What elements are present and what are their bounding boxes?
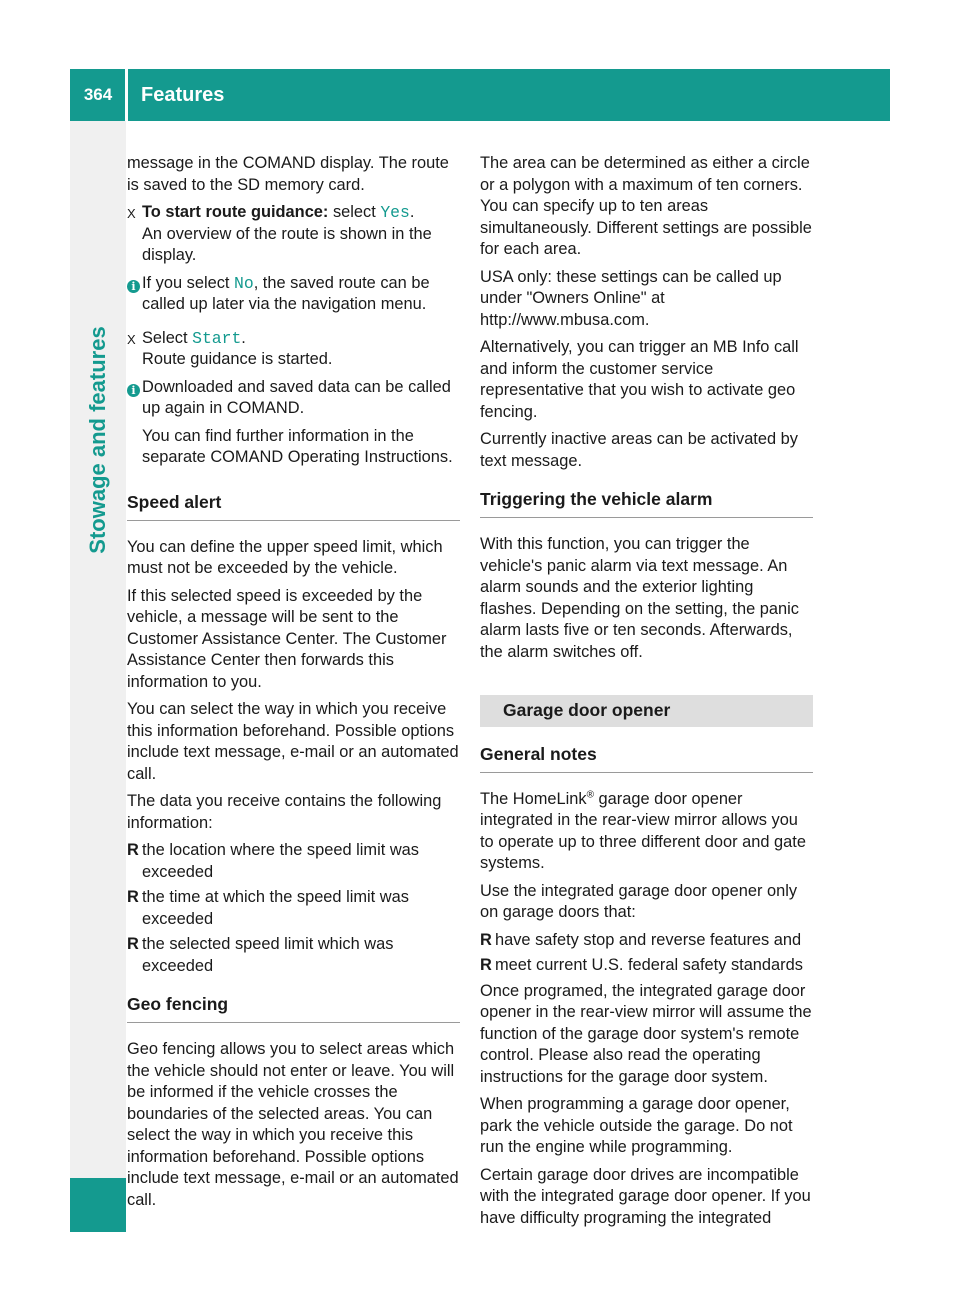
ui-no: No [234, 273, 254, 293]
chapter-title: Features [141, 83, 225, 106]
info-note: i Downloaded and saved data can be called up again in COMAND. You can find further information in the separate COMAND Operating Instructions. [127, 377, 460, 475]
left-column: message in the COMAND display. The route is saved to the SD memory card. X To start route guidance: select Yes. An overview of the route is shown in the display. i If you select No, the saved route can be called up later via the navigation menu. X Select Start. Route guidance is started. i Downloaded and saved data can be called up again in COMAND. You can find further information in the separate COMAND Operating Instructions. Speed alert You can define the upper speed limit, which must not be exceeded by the vehicle. If this selected speed is exceeded by the vehicle, a message will be sent to the Customer Assistance Center. The Customer Assistance Center then forwards this information to you. You can select the way in which you receive this information beforehand. Possible options include text message, e-mail or an automated call. The data you receive contains the following information: R the location where the speed limit was exceeded R the time at which the speed limit was exceeded R the selected speed limit which was exceeded Geo fencing Geo fencing allows you to select areas which the vehicle should not enter or leave. You will be informed if the vehicle crosses the boundaries of the selected areas. You can select the way in which you receive this information beforehand. Possible options include text message, e-mail or an automated call. [127, 154, 459, 1209]
heading-vehicle-alarm: Triggering the vehicle alarm [480, 488, 813, 518]
step-arrow-icon: X [127, 206, 136, 221]
heading-geo-fencing: Geo fencing [127, 993, 460, 1023]
heading-speed-alert: Speed alert [127, 491, 460, 521]
bullet-icon: R [480, 930, 492, 949]
step-arrow-icon: X [127, 331, 136, 347]
right-column: The area can be determined as either a circle or a polygon with a maximum of ten corners. You can specify up to ten areas simultaneously. Different settings are possible for each area. USA only: these settings can be called up under "Owners Online" at http://www.mbusa.com. Alternatively, you can trigger an MB Info call and inform the customer service representative that you wish to activate geo fencing. Currently inactive areas can be activated by text message. Triggering the vehicle alarm With this function, you can trigger the vehicle's panic alarm via text message. An alarm sounds and the exterior lighting flashes. Depending on the setting, the panic alarm lasts five or ten seconds. Afterwards, the alarm switches off. Garage door opener General notes The HomeLink® garage door opener integrated in the rear-view mirror allows you to operate up to three different door and gate systems. Use the integrated garage door opener only on garage doors that: R have safety stop and reverse features and R meet current U.S. federal safety standards Once programed, the integrated garage door opener in the rear-view mirror will assume the function of the garage door system's remote control. Please also read the operating instructions for the garage door system. When programming a garage door opener, park the vehicle outside the garage. Do not run the engine while programming. Certain garage door drives are incompatible with the integrated garage door opener. If you have difficulty programing the integrated [480, 154, 812, 1227]
step-label: To start route guidance: [142, 203, 329, 221]
section-box-garage-door-opener: Garage door opener [480, 695, 813, 727]
section-marker [70, 1178, 126, 1232]
registered-mark: ® [586, 789, 594, 801]
header-divider [125, 69, 128, 121]
bullet-icon: R [127, 888, 139, 906]
list-item: R the selected speed limit which was exceeded [127, 934, 460, 977]
heading-general-notes: General notes [480, 743, 813, 773]
list-item: R the location where the speed limit was exceeded [127, 840, 460, 883]
ui-start: Start [192, 328, 242, 348]
intro-paragraph: message in the COMAND display. The route is saved to the SD memory card. [127, 154, 449, 194]
page-number: 364 [83, 85, 113, 104]
info-icon: i [127, 280, 140, 293]
list-item: R the time at which the speed limit was exceeded [127, 887, 460, 930]
section-label: Stowage and features [85, 326, 110, 554]
step-select-start: X Select Start. Route guidance is started. [127, 328, 460, 371]
step-result: An overview of the route is shown in the display. [142, 224, 432, 264]
bullet-icon: R [127, 841, 139, 859]
ui-yes: Yes [380, 203, 410, 222]
step-result: Route guidance is started. [142, 350, 333, 368]
info-icon: i [127, 384, 140, 397]
list-item: R have safety stop and reverse features and [480, 930, 813, 952]
list-item: R meet current U.S. federal safety standards [480, 955, 813, 977]
bullet-icon: R [127, 935, 139, 953]
info-note: i If you select No, the saved route can be called up later via the navigation menu. [127, 273, 460, 322]
sidebar-tab [70, 121, 126, 1232]
step-start-route-guidance: X To start route guidance: select Yes. An overview of the route is shown in the display. [127, 202, 460, 267]
bullet-icon: R [480, 956, 492, 974]
